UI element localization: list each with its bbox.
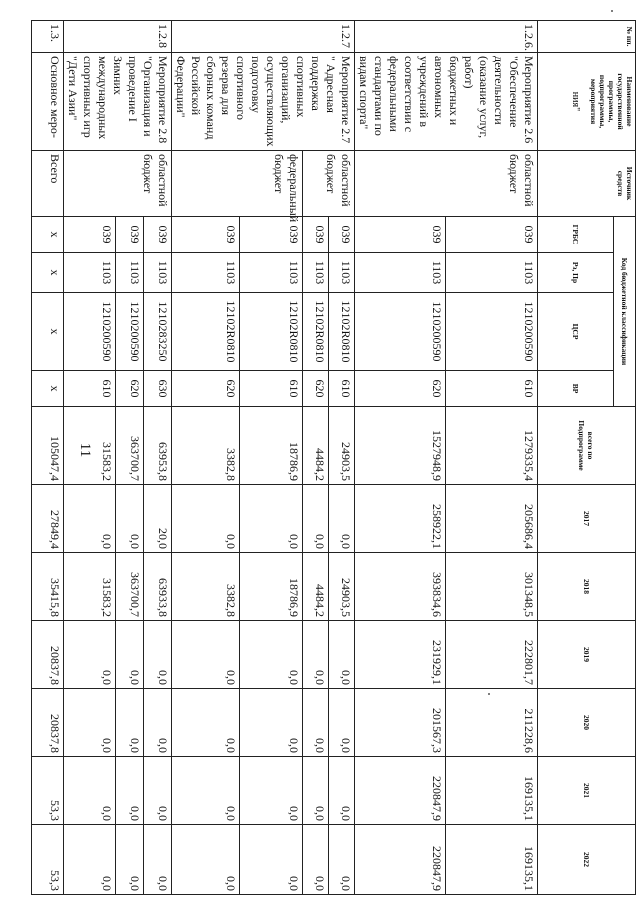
cell-year: 0,0	[303, 689, 329, 757]
cell-year: 18786,9	[240, 553, 303, 621]
row-name: Мероприятие 2.6 "Обеспечение деятельности (оказание услуг, работ) бюджетных и автономных учреждений в соответствии с федеральными стандартами по видам спорта"	[355, 53, 538, 151]
cell-year: 363700,7	[115, 553, 143, 621]
row-source: областной бюджет	[355, 151, 538, 217]
header-budget-code: Код бюджетной классификации	[614, 217, 636, 407]
cell-grbs: 039	[446, 217, 538, 253]
cell-year: 0,0	[64, 825, 116, 895]
header-year: 2019	[538, 621, 636, 689]
cell-year: 0,0	[329, 825, 355, 895]
cell-year: 0,0	[329, 621, 355, 689]
cell-year: 0,0	[240, 757, 303, 825]
cell-year: 231929,1	[355, 621, 447, 689]
row-num: 1.3.	[32, 21, 64, 53]
header-year: 2017	[538, 485, 636, 553]
header-year: 2021	[538, 757, 636, 825]
header-name	[538, 53, 636, 151]
cell-grbs: 039	[143, 217, 171, 253]
cell-grbs: 039	[240, 217, 303, 253]
cell-year: 63933,8	[143, 553, 171, 621]
cell-csr: 12102R0810	[303, 293, 329, 371]
header-name-text: Наименование государственной программы, подпрограммы, мероприятия	[589, 73, 634, 130]
cell-grbs: x	[32, 217, 64, 253]
cell-grbs: 039	[172, 217, 240, 253]
row-source: федеральный бюджет	[172, 151, 303, 217]
cell-year: 0,0	[172, 689, 240, 757]
cell-rzpr: 1103	[172, 253, 240, 293]
cell-year: 3382,8	[172, 553, 240, 621]
cell-rzpr: 1103	[115, 253, 143, 293]
cell-year: 0,0	[303, 825, 329, 895]
cell-year: 0,0	[172, 621, 240, 689]
cell-year: 35415,8	[32, 553, 64, 621]
cell-vr: 630	[143, 371, 171, 407]
header-total: всего по Подпрограмме	[538, 407, 636, 485]
cell-rzpr: 1103	[64, 253, 116, 293]
cell-year: 4484,2	[303, 553, 329, 621]
cell-rzpr: 1103	[303, 253, 329, 293]
cell-csr: x	[32, 293, 64, 371]
cell-csr: 12102R0810	[329, 293, 355, 371]
cell-year: 0,0	[329, 757, 355, 825]
rotated-table-frame	[48, 20, 636, 891]
cell-total: 1527948,9	[355, 407, 447, 485]
cell-year: 0,0	[329, 485, 355, 553]
header-csr: ЦСР	[538, 293, 614, 371]
cell-year: 0,0	[115, 621, 143, 689]
cell-rzpr: 1103	[355, 253, 447, 293]
cell-vr: 610	[240, 371, 303, 407]
cell-csr: 1210283250	[143, 293, 171, 371]
cell-vr: 610	[64, 371, 116, 407]
cell-year: 0,0	[172, 485, 240, 553]
cell-year: 27849,4	[32, 485, 64, 553]
cell-year: 0,0	[303, 485, 329, 553]
cell-vr: 620	[115, 371, 143, 407]
cell-csr: 12102R0810	[240, 293, 303, 371]
header-year: 2020	[538, 689, 636, 757]
row-num: 1.2.6.	[355, 21, 538, 53]
cell-year: 0,0	[143, 825, 171, 895]
cell-vr: 620	[172, 371, 240, 407]
cell-year: 220847,9	[355, 757, 447, 825]
cell-csr: 1210200590	[355, 293, 447, 371]
row-source: областной бюджет	[64, 151, 172, 217]
cell-year: 0,0	[172, 825, 240, 895]
cell-year: 169135,1	[446, 825, 538, 895]
cell-grbs: 039	[115, 217, 143, 253]
cell-year: 0,0	[240, 485, 303, 553]
cell-year: 0,0	[303, 757, 329, 825]
cell-rzpr: 1103	[143, 253, 171, 293]
row-name: Мероприятие 2.7 " Адресная поддержка спортивных организаций, осуществляющих подготовку спортивного резерва для сборных команд Российской Федерации"	[172, 53, 355, 151]
cell-grbs: 039	[329, 217, 355, 253]
cell-year: 0,0	[115, 485, 143, 553]
cell-year: 0,0	[240, 689, 303, 757]
cell-year: 0,0	[329, 689, 355, 757]
row-name: Основное меро-	[32, 53, 64, 151]
cell-grbs: 039	[64, 217, 116, 253]
header-num: № пп.	[538, 21, 636, 53]
cell-year: 0,0	[240, 825, 303, 895]
cell-year: 20837,8	[32, 689, 64, 757]
row-num: 1.2.8	[64, 21, 172, 53]
cell-total: 3382,8	[172, 407, 240, 485]
header-grbs: ГРБС	[538, 217, 614, 253]
cell-year: 53,3	[32, 757, 64, 825]
cell-csr: 12102R0810	[172, 293, 240, 371]
row-source: областной бюджет	[303, 151, 355, 217]
header-year: 2018	[538, 553, 636, 621]
cell-year: 0,0	[64, 689, 116, 757]
cell-year: 0,0	[115, 689, 143, 757]
cell-year: 0,0	[172, 757, 240, 825]
cell-year: 301348,5	[446, 553, 538, 621]
cell-year: 258922,1	[355, 485, 447, 553]
cell-year: 0,0	[303, 621, 329, 689]
cell-total: 4484,2	[303, 407, 329, 485]
cell-year: 222801,7	[446, 621, 538, 689]
cell-year: 205686,4	[446, 485, 538, 553]
cell-year: 31583,2	[64, 553, 116, 621]
cell-year: 20837,8	[32, 621, 64, 689]
cell-total: 363700,7	[115, 407, 143, 485]
cell-total: 24903,5	[329, 407, 355, 485]
cell-total: 31583,2	[64, 407, 116, 485]
cell-total: 18786,9	[240, 407, 303, 485]
header-source: Источник средств	[538, 151, 636, 217]
cell-year: 0,0	[115, 825, 143, 895]
cell-year: 0,0	[64, 621, 116, 689]
cell-year: 24903,5	[329, 553, 355, 621]
cell-rzpr: 1103	[329, 253, 355, 293]
cell-vr: 610	[446, 371, 538, 407]
page-number: 11	[77, 442, 93, 458]
row-num: 1.2.7	[172, 21, 355, 53]
cell-rzpr: x	[32, 253, 64, 293]
cell-csr: 1210200590	[64, 293, 116, 371]
cell-vr: 620	[355, 371, 447, 407]
cell-grbs: 039	[355, 217, 447, 253]
cell-year: 0,0	[143, 621, 171, 689]
cell-csr: 1210200590	[115, 293, 143, 371]
cell-grbs: 039	[303, 217, 329, 253]
cell-rzpr: 1103	[240, 253, 303, 293]
cell-year: 0,0	[240, 621, 303, 689]
cell-year: 201567,3	[355, 689, 447, 757]
budget-table	[31, 20, 636, 895]
cell-total: 105047,4	[32, 407, 64, 485]
cell-year: 0,0	[64, 757, 116, 825]
header-year: 2022	[538, 825, 636, 895]
cell-vr: 620	[303, 371, 329, 407]
cell-total: 63953,8	[143, 407, 171, 485]
row-source: Всего	[32, 151, 64, 217]
cell-year: 0,0	[64, 485, 116, 553]
cell-year: 20,0	[143, 485, 171, 553]
table-body	[32, 21, 538, 895]
cell-year: 169135,1	[446, 757, 538, 825]
header-vr: ВР	[538, 371, 614, 407]
cell-total: 1279335,4	[446, 407, 538, 485]
cell-year: 220847,9	[355, 825, 447, 895]
header-name-tail: ния"	[570, 91, 581, 112]
row-name: Мероприятие 2.8 "Организация и проведение I Зимних международных спортивных игр "Дети Азии"	[64, 53, 172, 151]
cell-vr: 610	[329, 371, 355, 407]
cell-csr: 1210200590	[446, 293, 538, 371]
cell-year: 53,3	[32, 825, 64, 895]
scan-speck	[611, 10, 613, 12]
header-rzpr: Рз, Пр	[538, 253, 614, 293]
cell-year: 393834,6	[355, 553, 447, 621]
cell-year: 211228,6	[446, 689, 538, 757]
cell-year: 0,0	[115, 757, 143, 825]
cell-rzpr: 1103	[446, 253, 538, 293]
cell-vr: x	[32, 371, 64, 407]
cell-year: 0,0	[143, 757, 171, 825]
cell-year: 0,0	[143, 689, 171, 757]
